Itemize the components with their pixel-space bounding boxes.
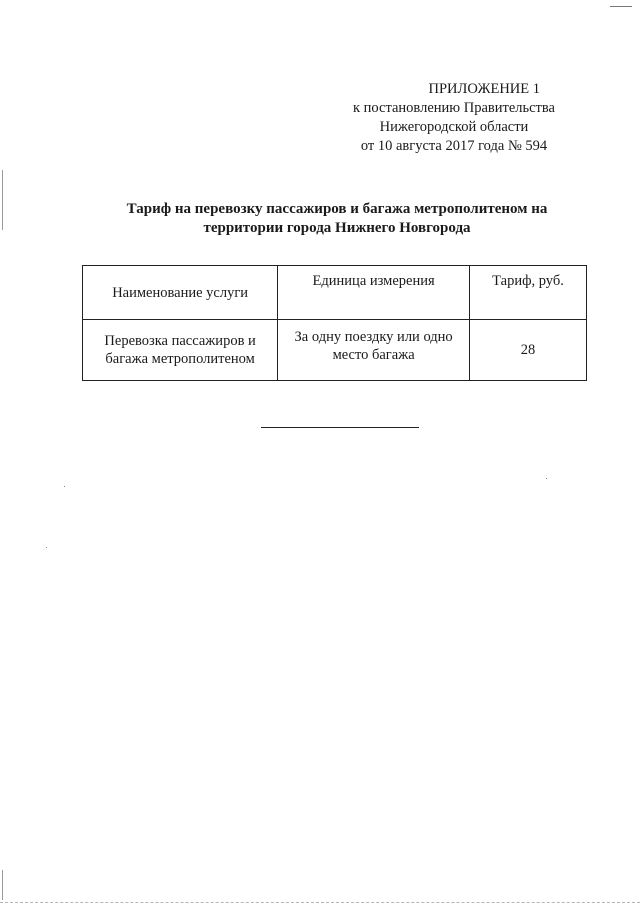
scan-artifact — [610, 6, 632, 7]
scan-speck — [46, 547, 47, 548]
appendix-heading: ПРИЛОЖЕНИЕ 1 — [428, 81, 540, 97]
header-service: Наименование услуги — [83, 266, 278, 320]
scan-artifact — [0, 901, 640, 903]
tariff-table — [82, 265, 587, 381]
title-line: Тариф на перевозку пассажиров и багажа метрополитеном на — [126, 201, 548, 217]
cell-text: За одну поездку или одно — [294, 329, 453, 345]
table-header-row — [83, 266, 587, 320]
title-line: территории города Нижнего Новгорода — [203, 220, 471, 236]
scan-artifact — [2, 870, 3, 900]
cell-unit — [278, 320, 470, 381]
table-row — [83, 320, 587, 381]
document-title — [82, 200, 592, 238]
header-tariff: Тариф, руб. — [470, 266, 587, 320]
appendix-region: Нижегородской области — [379, 119, 529, 135]
cell-text: место багажа — [332, 347, 415, 363]
end-separator-line — [261, 427, 419, 428]
scan-artifact — [2, 170, 3, 230]
cell-text: Перевозка пассажиров и — [104, 333, 256, 349]
cell-text: багажа метрополитеном — [105, 351, 255, 367]
header-unit: Единица измерения — [278, 266, 470, 320]
scan-speck — [546, 478, 547, 479]
scan-speck — [64, 486, 65, 487]
cell-service — [83, 320, 278, 381]
appendix-date-number: от 10 августа 2017 года № 594 — [360, 138, 548, 154]
appendix-reference: к постановлению Правительства — [353, 100, 555, 116]
cell-tariff: 28 — [470, 320, 587, 381]
appendix-block — [324, 80, 584, 156]
